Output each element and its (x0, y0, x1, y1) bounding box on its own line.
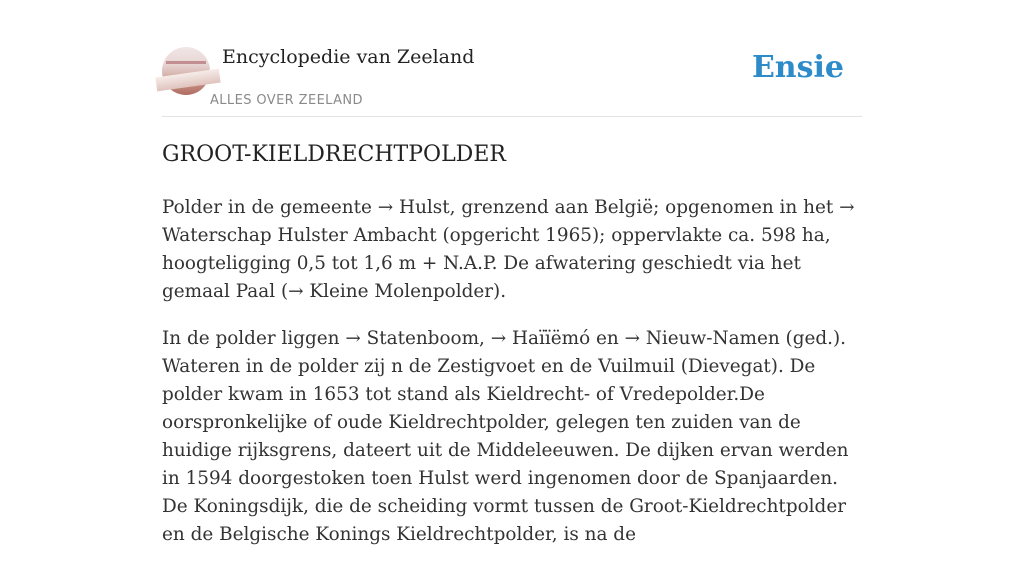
ensie-logo-link[interactable]: Ensie (751, 50, 844, 85)
book-image-icon[interactable] (162, 47, 210, 95)
site-title[interactable]: Encyclopedie van Zeeland (222, 46, 475, 68)
site-header (162, 44, 862, 117)
site-subtitle: ALLES OVER ZEELAND (210, 93, 363, 108)
avatar-page-fold (155, 69, 220, 92)
article-title: GROOT-KIELDRECHTPOLDER (162, 142, 506, 167)
article (162, 138, 862, 568)
avatar-band (166, 61, 206, 64)
article-paragraph: Polder in de gemeente → Hulst, grenzend aan België; opgenomen in het → Waterschap Hulster Ambacht (opgericht 1965); oppervlakte ca. 598 ha, hoogteligging 0,5 tot 1,6 m + N.A.P. De afwatering geschiedt via het gemaal Paal (→ Kleine Molenpolder). (162, 197, 855, 302)
article-paragraph: In de polder liggen → Statenboom, → Haïïëmó en → Nieuw-Namen (ged.). Wateren in de polder zij n de Zestigvoet en de Vuilmuil (Dievegat). De polder kwam in 1653 tot stand als Kieldrecht- of Vredepolder.De oorspronkelijke of oude Kieldrechtpolder, gelegen ten zuiden van de huidige rijksgrens, dateert uit de Middeleeuwen. De dijken ervan werden in 1594 doorgestoken toen Hulst werd ingenomen door de Spanjaarden. De Koningsdijk, die de scheiding vormt tussen de Groot-Kieldrechtpolder en de Belgische Konings Kieldrechtpolder, is na de (162, 328, 849, 545)
